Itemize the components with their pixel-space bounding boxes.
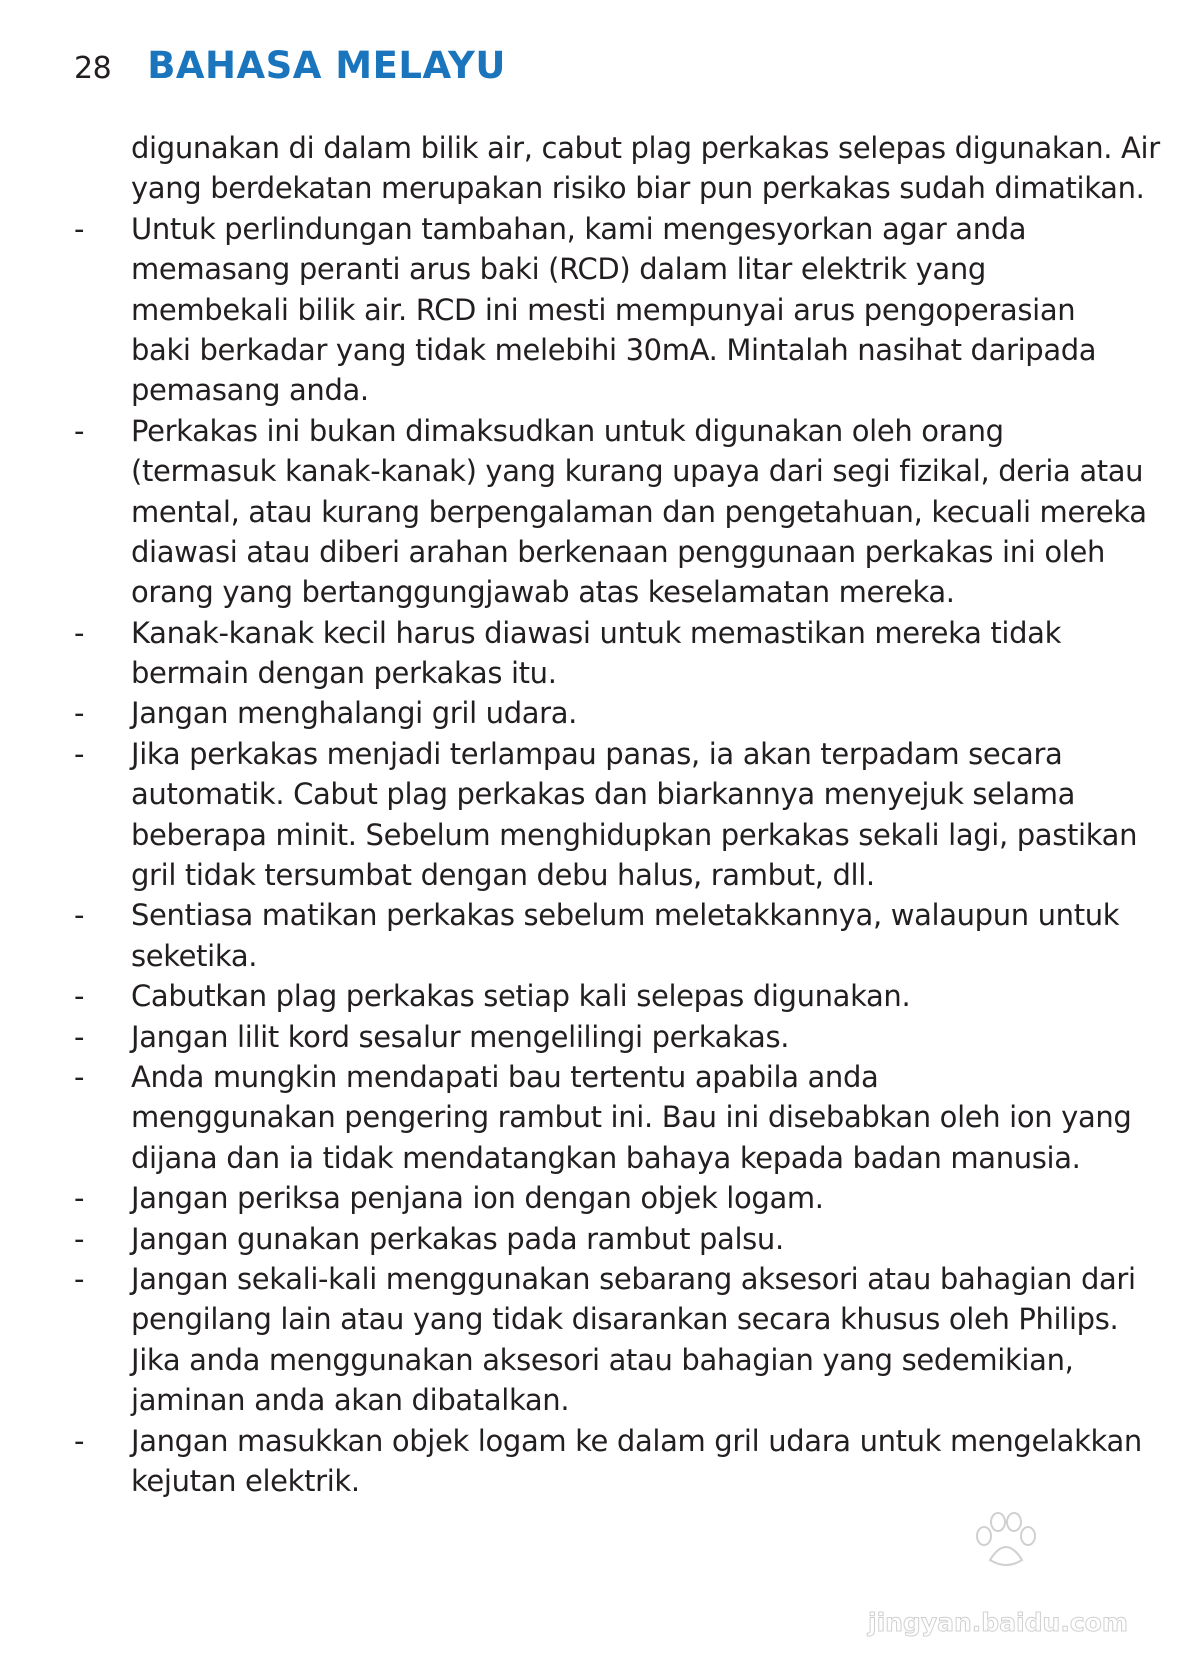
text-line [74, 976, 1134, 1016]
bullet-dash: - [74, 1423, 85, 1458]
paw-icon [970, 1510, 1040, 1570]
bullet-dash: - [74, 1221, 85, 1256]
line-text: automatik. Cabut plag perkakas dan biarkannya menyejuk selama [131, 777, 1076, 812]
text-line [74, 532, 1134, 572]
bullet-dash: - [74, 898, 85, 933]
text-line [74, 1097, 1134, 1137]
line-text: bermain dengan perkakas itu. [131, 656, 557, 691]
line-text: orang yang bertanggungjawab atas keselamatan mereka. [131, 575, 955, 610]
text-line [74, 936, 1134, 976]
text-line [74, 734, 1134, 774]
text-line [74, 693, 1134, 733]
line-text: menggunakan pengering rambut ini. Bau ini disebabkan oleh ion yang [131, 1100, 1132, 1135]
text-line [74, 1461, 1134, 1501]
text-line [74, 815, 1138, 855]
bullet-dash: - [74, 615, 85, 650]
text-line [74, 1178, 1134, 1218]
line-text: Kanak-kanak kecil harus diawasi untuk memastikan mereka tidak [131, 615, 1062, 650]
text-line [74, 451, 1144, 491]
line-text: membekali bilik air. RCD ini mesti mempunyai arus pengoperasian [131, 292, 1076, 327]
line-text: pemasang anda. [131, 373, 369, 408]
bullet-dash: - [74, 736, 85, 771]
bullet-dash: - [74, 696, 85, 731]
line-text: Sentiasa matikan perkakas sebelum meletakkannya, walaupun untuk [131, 898, 1120, 933]
text-line [74, 1138, 1134, 1178]
watermark-url: jingyan.baidu.com [868, 1608, 1128, 1637]
line-text: baki berkadar yang tidak melebihi 30mA. Mintalah nasihat daripada [131, 332, 1097, 367]
text-line [74, 895, 1134, 935]
text-line [74, 572, 1134, 612]
text-line [74, 330, 1134, 370]
bullet-dash: - [74, 979, 85, 1014]
line-text: Untuk perlindungan tambahan, kami mengesyorkan agar anda [131, 211, 1027, 246]
line-text: mental, atau kurang berpengalaman dan pengetahuan, kecuali mereka [131, 494, 1147, 529]
text-line [74, 249, 1134, 289]
bullet-dash: - [74, 1261, 85, 1296]
line-text: pengilang lain atau yang tidak disarankan secara khusus oleh Philips. [131, 1302, 1119, 1337]
bullet-dash: - [74, 211, 85, 246]
text-line [74, 290, 1134, 330]
line-text: Perkakas ini bukan dimaksudkan untuk digunakan oleh orang [131, 413, 1004, 448]
line-text: Cabutkan plag perkakas setiap kali selepas digunakan. [131, 979, 911, 1014]
text-line [74, 1421, 1142, 1461]
bullet-dash: - [74, 1059, 85, 1094]
text-line [74, 1299, 1134, 1339]
line-text: Jangan periksa penjana ion dengan objek logam. [131, 1181, 824, 1216]
safety-instructions-text [74, 128, 1160, 1501]
section-title: BAHASA MELAYU [147, 44, 506, 87]
line-text: Jangan gunakan perkakas pada rambut palsu. [131, 1221, 784, 1256]
text-line [74, 1017, 1134, 1057]
line-text: diawasi atau diberi arahan berkenaan penggunaan perkakas ini oleh [131, 534, 1105, 569]
line-text: Jika anda menggunakan aksesori atau bahagian yang sedemikian, [131, 1342, 1074, 1377]
baidu-watermark [850, 1510, 1150, 1650]
line-text: (termasuk kanak-kanak) yang kurang upaya dari segi fizikal, deria atau [131, 454, 1144, 489]
line-text: memasang peranti arus baki (RCD) dalam litar elektrik yang [131, 252, 986, 287]
line-text: yang berdekatan merupakan risiko biar pun perkakas sudah dimatikan. [131, 171, 1145, 206]
text-line [74, 1057, 1134, 1097]
text-line [74, 209, 1134, 249]
line-text: Jangan menghalangi gril udara. [131, 696, 578, 731]
page-header [74, 44, 506, 87]
line-text: beberapa minit. Sebelum menghidupkan perkakas sekali lagi, pastikan [131, 817, 1138, 852]
bullet-dash: - [74, 1181, 85, 1216]
line-text: Jika perkakas menjadi terlampau panas, ia akan terpadam secara [131, 736, 1063, 771]
text-line [74, 492, 1147, 532]
line-text: Jangan sekali-kali menggunakan sebarang aksesori atau bahagian dari [131, 1261, 1136, 1296]
page-number: 28 [74, 51, 112, 86]
bullet-dash: - [74, 1019, 85, 1054]
line-text: gril tidak tersumbat dengan debu halus, rambut, dll. [131, 858, 875, 893]
bullet-dash: - [74, 413, 85, 448]
text-line [74, 653, 1134, 693]
text-line [74, 613, 1134, 653]
text-line [74, 128, 1160, 168]
text-line [74, 370, 1134, 410]
line-text: dijana dan ia tidak mendatangkan bahaya kepada badan manusia. [131, 1140, 1081, 1175]
line-text: digunakan di dalam bilik air, cabut plag perkakas selepas digunakan. Air [131, 131, 1160, 165]
text-line [74, 1219, 1134, 1259]
text-line [74, 168, 1145, 208]
line-text: kejutan elektrik. [131, 1463, 360, 1498]
line-text: Jangan lilit kord sesalur mengelilingi perkakas. [131, 1019, 790, 1054]
text-line [74, 1380, 1134, 1420]
line-text: jaminan anda akan dibatalkan. [131, 1383, 570, 1418]
line-text: Jangan masukkan objek logam ke dalam gril udara untuk mengelakkan [131, 1423, 1142, 1458]
text-line [74, 411, 1134, 451]
text-line [74, 855, 1134, 895]
text-line [74, 1259, 1134, 1299]
text-line [74, 1340, 1134, 1380]
line-text: Anda mungkin mendapati bau tertentu apabila anda [131, 1059, 879, 1094]
line-text: seketika. [131, 938, 258, 973]
text-line [74, 774, 1134, 814]
